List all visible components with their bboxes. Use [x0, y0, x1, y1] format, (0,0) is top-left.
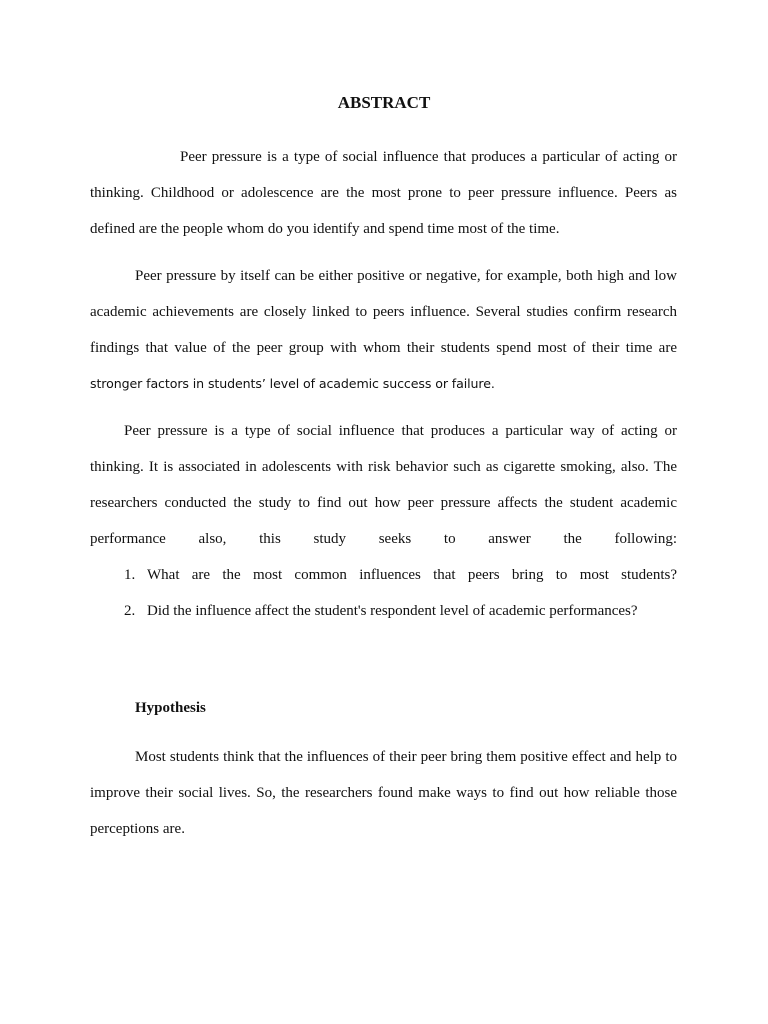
paragraph-1: Peer pressure is a type of social influence that produces a particular of acting or thinking. Childhood or adolescence are the most prone to peer pressure influence. Peers as defined are the people whom do you identify and spend time most of the time. [90, 149, 677, 237]
hypothesis-heading: Hypothesis [135, 700, 206, 716]
list-item-text: Did the influence affect the student's respondent level of academic performances? [147, 603, 638, 619]
list-item-number: 1. [124, 567, 136, 583]
paragraph-3: Peer pressure is a type of social influence that produces a particular way of acting or thinking. It is associated in adolescents with risk behavior such as cigarette smoking, also. The researchers conducted the study to find out how peer pressure affects the student academic performance also, this study seeks to answer the following: [90, 423, 677, 547]
paragraph-2 [90, 258, 677, 402]
abstract-title: ABSTRACT [337, 93, 431, 112]
list-item [124, 557, 677, 593]
hypothesis-paragraph: Most students think that the influences of their peer bring them positive effect and help to improve their social lives. So, the researchers found make ways to find out how reliable those perceptions are. [90, 749, 677, 837]
paragraph-2-tail: stronger factors in students’ level of academic success or failure. [90, 376, 495, 391]
research-questions-list [124, 557, 677, 629]
list-item-number: 2. [124, 603, 136, 619]
list-item [124, 593, 677, 629]
paragraph-2-main: Peer pressure by itself can be either positive or negative, for example, both high and low academic achievements are closely linked to peers influence. Several studies confirm research findings that value of the peer group with whom their students spend most of their time are [90, 268, 677, 356]
list-item-text: What are the most common influences that peers bring to most students? [147, 567, 677, 583]
